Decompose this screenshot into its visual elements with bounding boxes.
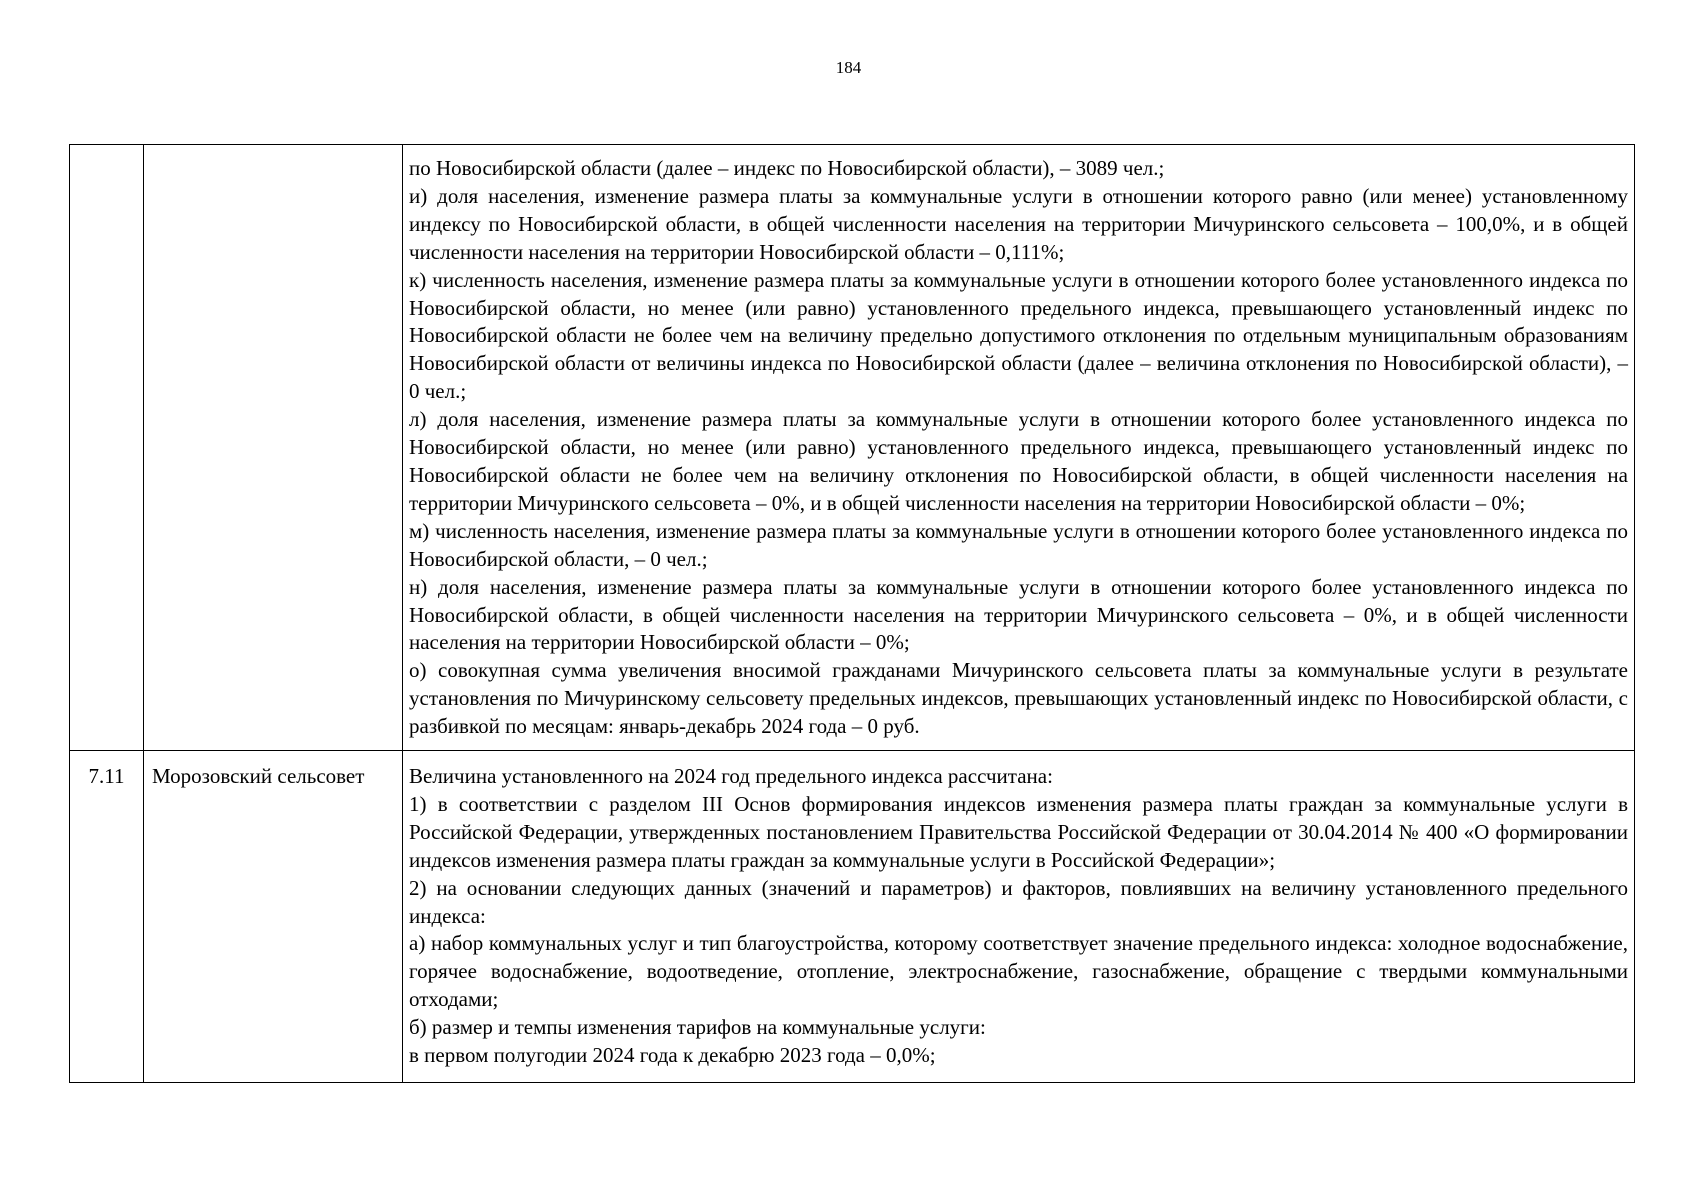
paragraph: о) совокупная сумма увеличения вносимой гражданами Мичуринского сельсовета платы за коммунальные услуги в результате установления по Мичуринскому сельсовету предельных индексов, превышающих установленный индекс по Новосибирской области, с разбивкой по месяцам: январь-декабрь 2024 года – 0 руб. bbox=[409, 658, 1628, 739]
row-number-cell: 7.11 bbox=[70, 751, 144, 1083]
paragraph: а) набор коммунальных услуг и тип благоустройства, которому соответствует значение предельного индекса: холодное водоснабжение, горячее водоснабжение, водоотведение, отопление, электроснабжение, газоснабжение, обращение с твердыми коммунальными отходами; bbox=[409, 931, 1628, 1012]
table-row bbox=[70, 751, 1635, 1083]
paragraph: 2) на основании следующих данных (значений и параметров) и факторов, повлиявших на величину установленного предельного индекса: bbox=[409, 875, 1628, 928]
description-cell bbox=[403, 751, 1635, 1083]
page-number: 184 bbox=[835, 58, 862, 77]
paragraph: Величина установленного на 2024 год предельного индекса рассчитана: bbox=[409, 764, 1053, 789]
paragraph: по Новосибирской области (далее – индекс по Новосибирской области), – 3089 чел.; bbox=[409, 156, 1165, 180]
paragraph: б) размер и темпы изменения тарифов на коммунальные услуги: bbox=[409, 1015, 986, 1040]
paragraph: м) численность населения, изменение размера платы за коммунальные услуги в отношении которого более установленного индекса по Новосибирской области, – 0 чел.; bbox=[409, 518, 1628, 571]
paragraph: 1) в соответствии с разделом III Основ формирования индексов изменения размера платы граждан за коммунальные услуги в Российской Федерации, утвержденных постановлением Правительства Российской Федерации от 30.04.2014 № 400 «О формировании индексов изменения размера платы граждан за коммунальные услуги в Российской Федерации»; bbox=[409, 791, 1628, 872]
paragraph: л) доля населения, изменение размера платы за коммунальные услуги в отношении которого более установленного индекса по Новосибирской области, но менее (или равно) установленного предельного индекса, превышающего установленный индекс по Новосибирской области не более чем на величину отклонения по Новосибирской области, в общей численности населения на территории Мичуринского сельсовета – 0%, и в общей численности населения на территории Новосибирской области – 0%; bbox=[409, 407, 1628, 515]
paragraph: и) доля населения, изменение размера платы за коммунальные услуги в отношении которого равно (или менее) установленному индексу по Новосибирской области, в общей численности населения на территории Мичуринского сельсовета – 100,0%, и в общей численности населения на территории Новосибирской области – 0,111%; bbox=[409, 183, 1628, 264]
paragraph: в первом полугодии 2024 года к декабрю 2023 года – 0,0%; bbox=[409, 1043, 936, 1068]
document-table bbox=[69, 144, 1635, 1083]
table-row bbox=[70, 145, 1635, 751]
municipality-name-cell bbox=[144, 145, 403, 751]
description-cell bbox=[403, 145, 1635, 751]
row-number-cell bbox=[70, 145, 144, 751]
paragraph: к) численность населения, изменение размера платы за коммунальные услуги в отношении которого более установленного индекса по Новосибирской области, но менее (или равно) установленного предельного индекса, превышающего установленный индекс по Новосибирской области не более чем на величину предельно допустимого отклонения по отдельным муниципальным образованиям Новосибирской области от величины индекса по Новосибирской области (далее – величина отклонения по Новосибирской области), – 0 чел.; bbox=[409, 267, 1628, 404]
paragraph: н) доля населения, изменение размера платы за коммунальные услуги в отношении которого более установленного индекса по Новосибирской области, в общей численности населения на территории Мичуринского сельсовета – 0%, и в общей численности населения на территории Новосибирской области – 0%; bbox=[409, 574, 1628, 655]
municipality-name-cell: Морозовский сельсовет bbox=[144, 751, 403, 1083]
